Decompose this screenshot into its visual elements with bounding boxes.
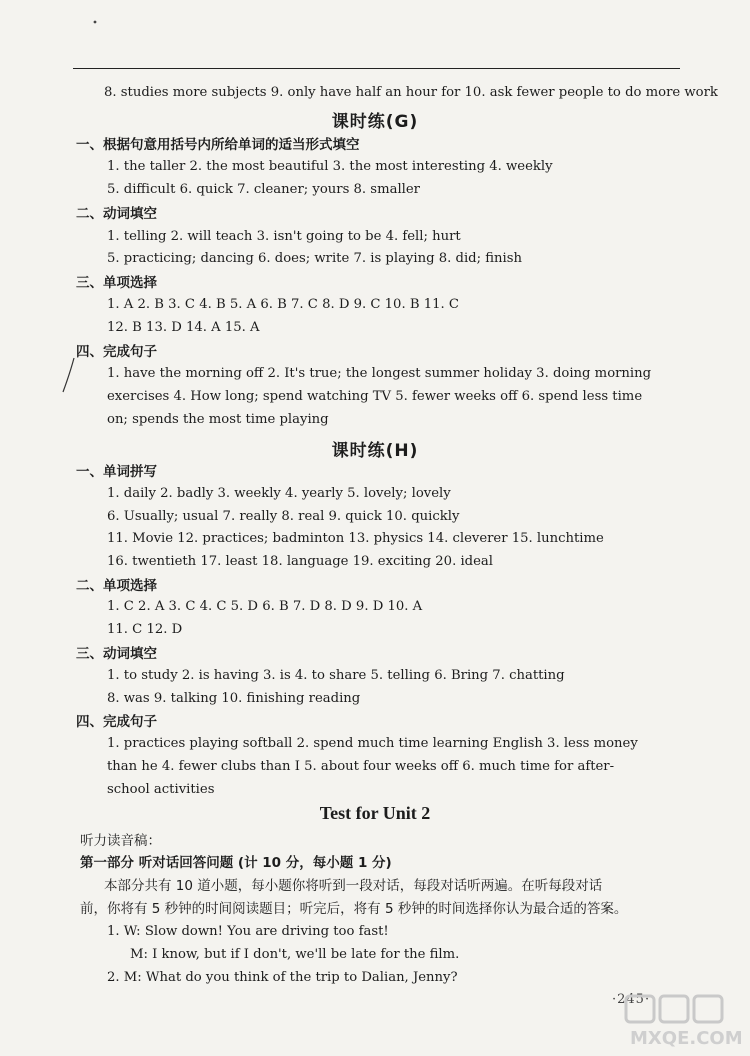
answer-line: than he 4. fewer clubs than I 5. about four weeks off 6. much time for after- xyxy=(107,759,615,774)
answer-line: 1. have the morning off 2. It's true; the longest summer holiday 3. doing morning xyxy=(107,366,652,381)
answer-line: 16. twentieth 17. least 18. language 19. exciting 20. ideal xyxy=(107,554,493,569)
section-h-part4-heading: 四、完成句子 xyxy=(76,714,157,730)
answer-line: 1. practices playing softball 2. spend much time learning English 3. less money xyxy=(107,736,638,751)
section-g-part4-heading: 四、完成句子 xyxy=(76,344,157,360)
answer-line: on; spends the most time playing xyxy=(107,412,329,427)
header-rule xyxy=(73,68,680,69)
answer-line: exercises 4. How long; spend watching TV 5. fewer weeks off 6. spend less time xyxy=(107,389,643,404)
answer-line: 6. Usually; usual 7. really 8. real 9. quick 10. quickly xyxy=(107,509,460,524)
section-h-part1-heading: 一、单词拼写 xyxy=(76,464,157,480)
test-title: Test for Unit 2 xyxy=(319,803,431,823)
answer-line: 1. C 2. A 3. C 4. C 5. D 6. B 7. D 8. D 9. D 10. A xyxy=(107,599,423,614)
answer-line: 1. the taller 2. the most beautiful 3. the most interesting 4. weekly xyxy=(107,159,553,174)
answer-line: 1. telling 2. will teach 3. isn't going to be 4. fell; hurt xyxy=(107,229,461,244)
answer-line: 11. Movie 12. practices; badminton 13. physics 14. cleverer 15. lunchtime xyxy=(107,531,604,546)
answer-line-top: 8. studies more subjects 9. only have half an hour for 10. ask fewer people to do more work xyxy=(104,85,718,100)
intro-paragraph-line: 本部分共有 10 道小题，每小题你将听到一段对话，每段对话听两遍。在听每段对话 xyxy=(104,878,603,894)
section-h-title: 课时练(H) xyxy=(331,441,419,461)
answer-line: 1. daily 2. badly 3. weekly 4. yearly 5. lovely; lovely xyxy=(107,486,451,501)
answer-line: 8. was 9. talking 10. finishing reading xyxy=(107,691,361,706)
answer-line: 5. difficult 6. quick 7. cleaner; yours 8. smaller xyxy=(107,182,420,197)
page-number: ·245· xyxy=(612,992,651,1007)
section-h-part2-heading: 二、单项选择 xyxy=(76,578,157,594)
test-part1-heading: 第一部分 听对话回答问题 (计 10 分，每小题 1 分) xyxy=(80,855,392,871)
answer-line: 1. A 2. B 3. C 4. B 5. A 6. B 7. C 8. D 9. C 10. B 11. C xyxy=(107,297,459,312)
svg-text:MXQE.COM: MXQE.COM xyxy=(630,1028,743,1049)
intro-paragraph-line: 前，你将有 5 秒钟的时间阅读题目；听完后，将有 5 秒钟的时间选择你认为最合适的答案。 xyxy=(80,901,628,917)
section-g-part3-heading: 三、单项选择 xyxy=(76,275,157,291)
dialogue-line: 1. W: Slow down! You are driving too fast! xyxy=(107,924,389,939)
script-label: 听力读音稿： xyxy=(80,833,161,849)
dialogue-line: M: I know, but if I don't, we'll be late for the film. xyxy=(130,947,460,962)
answer-line: 5. practicing; dancing 6. does; write 7. is playing 8. did; finish xyxy=(107,251,523,266)
speck-mark xyxy=(92,10,98,16)
answer-line: 12. B 13. D 14. A 15. A xyxy=(107,320,260,335)
answer-line: 1. to study 2. is having 3. is 4. to share 5. telling 6. Bring 7. chatting xyxy=(107,668,565,683)
pen-stroke-mark xyxy=(60,355,80,395)
answer-line: 11. C 12. D xyxy=(107,622,183,637)
section-g-part1-heading: 一、根据句意用括号内所给单词的适当形式填空 xyxy=(76,137,360,153)
section-h-part3-heading: 三、动词填空 xyxy=(76,646,157,662)
answer-line: school activities xyxy=(107,782,215,797)
dialogue-line: 2. M: What do you think of the trip to Dalian, Jenny? xyxy=(107,970,458,985)
watermark-logo xyxy=(620,992,745,1052)
section-g-part2-heading: 二、动词填空 xyxy=(76,206,157,222)
section-g-title: 课时练(G) xyxy=(331,112,419,132)
